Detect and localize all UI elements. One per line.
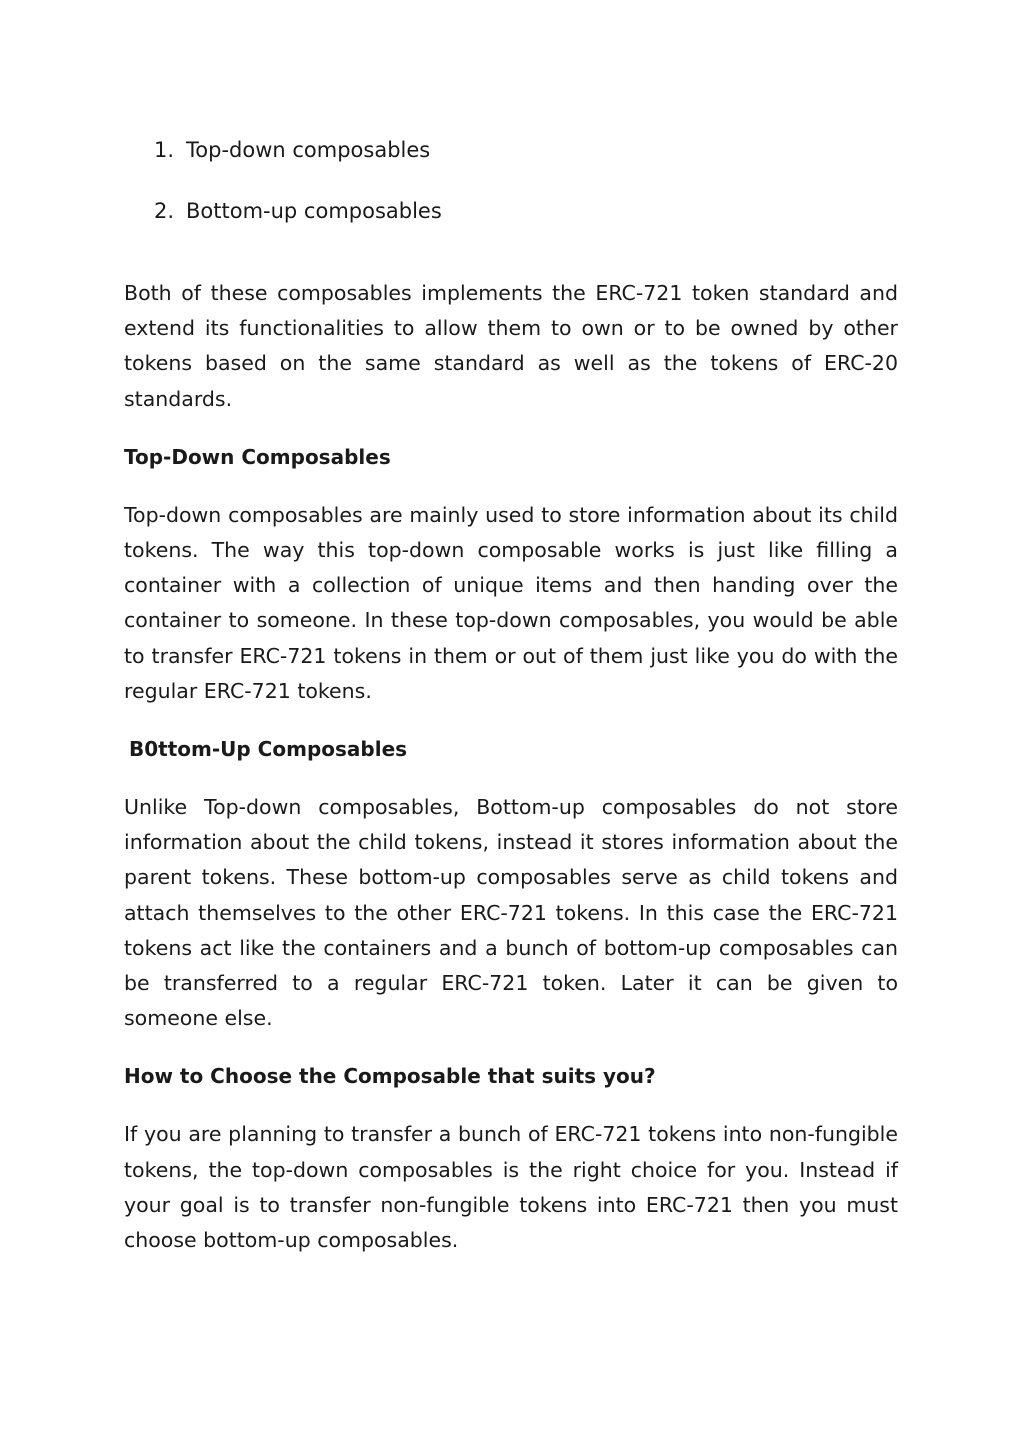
list-item-number: 2. [154, 199, 175, 223]
intro-paragraph: Both of these composables implements the ERC-721 token standard and extend its functionalities to allow them to own or to be owned by other tokens based on the same standard as well as the tokens of ERC-20 standards. [124, 281, 898, 411]
document-body [124, 276, 898, 1281]
section-heading-top-down: Top-Down Composables [124, 444, 391, 469]
list-item-text: Top-down composables [186, 138, 431, 162]
list-item-text: Bottom-up composables [186, 199, 442, 223]
section-heading-how-to-choose: How to Choose the Composable that suits you? [124, 1064, 656, 1089]
list-item [154, 193, 442, 229]
section-paragraph-how-to-choose: If you are planning to transfer a bunch of ERC-721 tokens into non-fungible tokens, the top-down composables is the right choice for you. Instead if your goal is to transfer non-fungible tokens into ERC-721 then you must choose bottom-up composables. [124, 1122, 898, 1253]
section-heading-bottom-up: B0ttom-Up Composables [129, 737, 408, 762]
list-item-number: 1. [154, 138, 175, 162]
section-paragraph-bottom-up: Unlike Top-down composables, Bottom-up composables do not store information about the child tokens, instead it stores information about the parent tokens. These bottom-up composables serve as child tokens and attach themselves to the other ERC-721 tokens. In this case the ERC-721 tokens act like the containers and a bunch of bottom-up composables can be transferred to a regular ERC-721 token. Later it can be given to someone else. [124, 795, 898, 1031]
composable-types-list [154, 132, 442, 254]
section-paragraph-top-down: Top-down composables are mainly used to store information about its child tokens. The way this top-down composable works is just like filling a container with a collection of unique items and then handing over the container to someone. In these top-down composables, you would be able to transfer ERC-721 tokens in them or out of them just like you do with the regular ERC-721 tokens. [124, 502, 898, 703]
list-item [154, 132, 442, 168]
